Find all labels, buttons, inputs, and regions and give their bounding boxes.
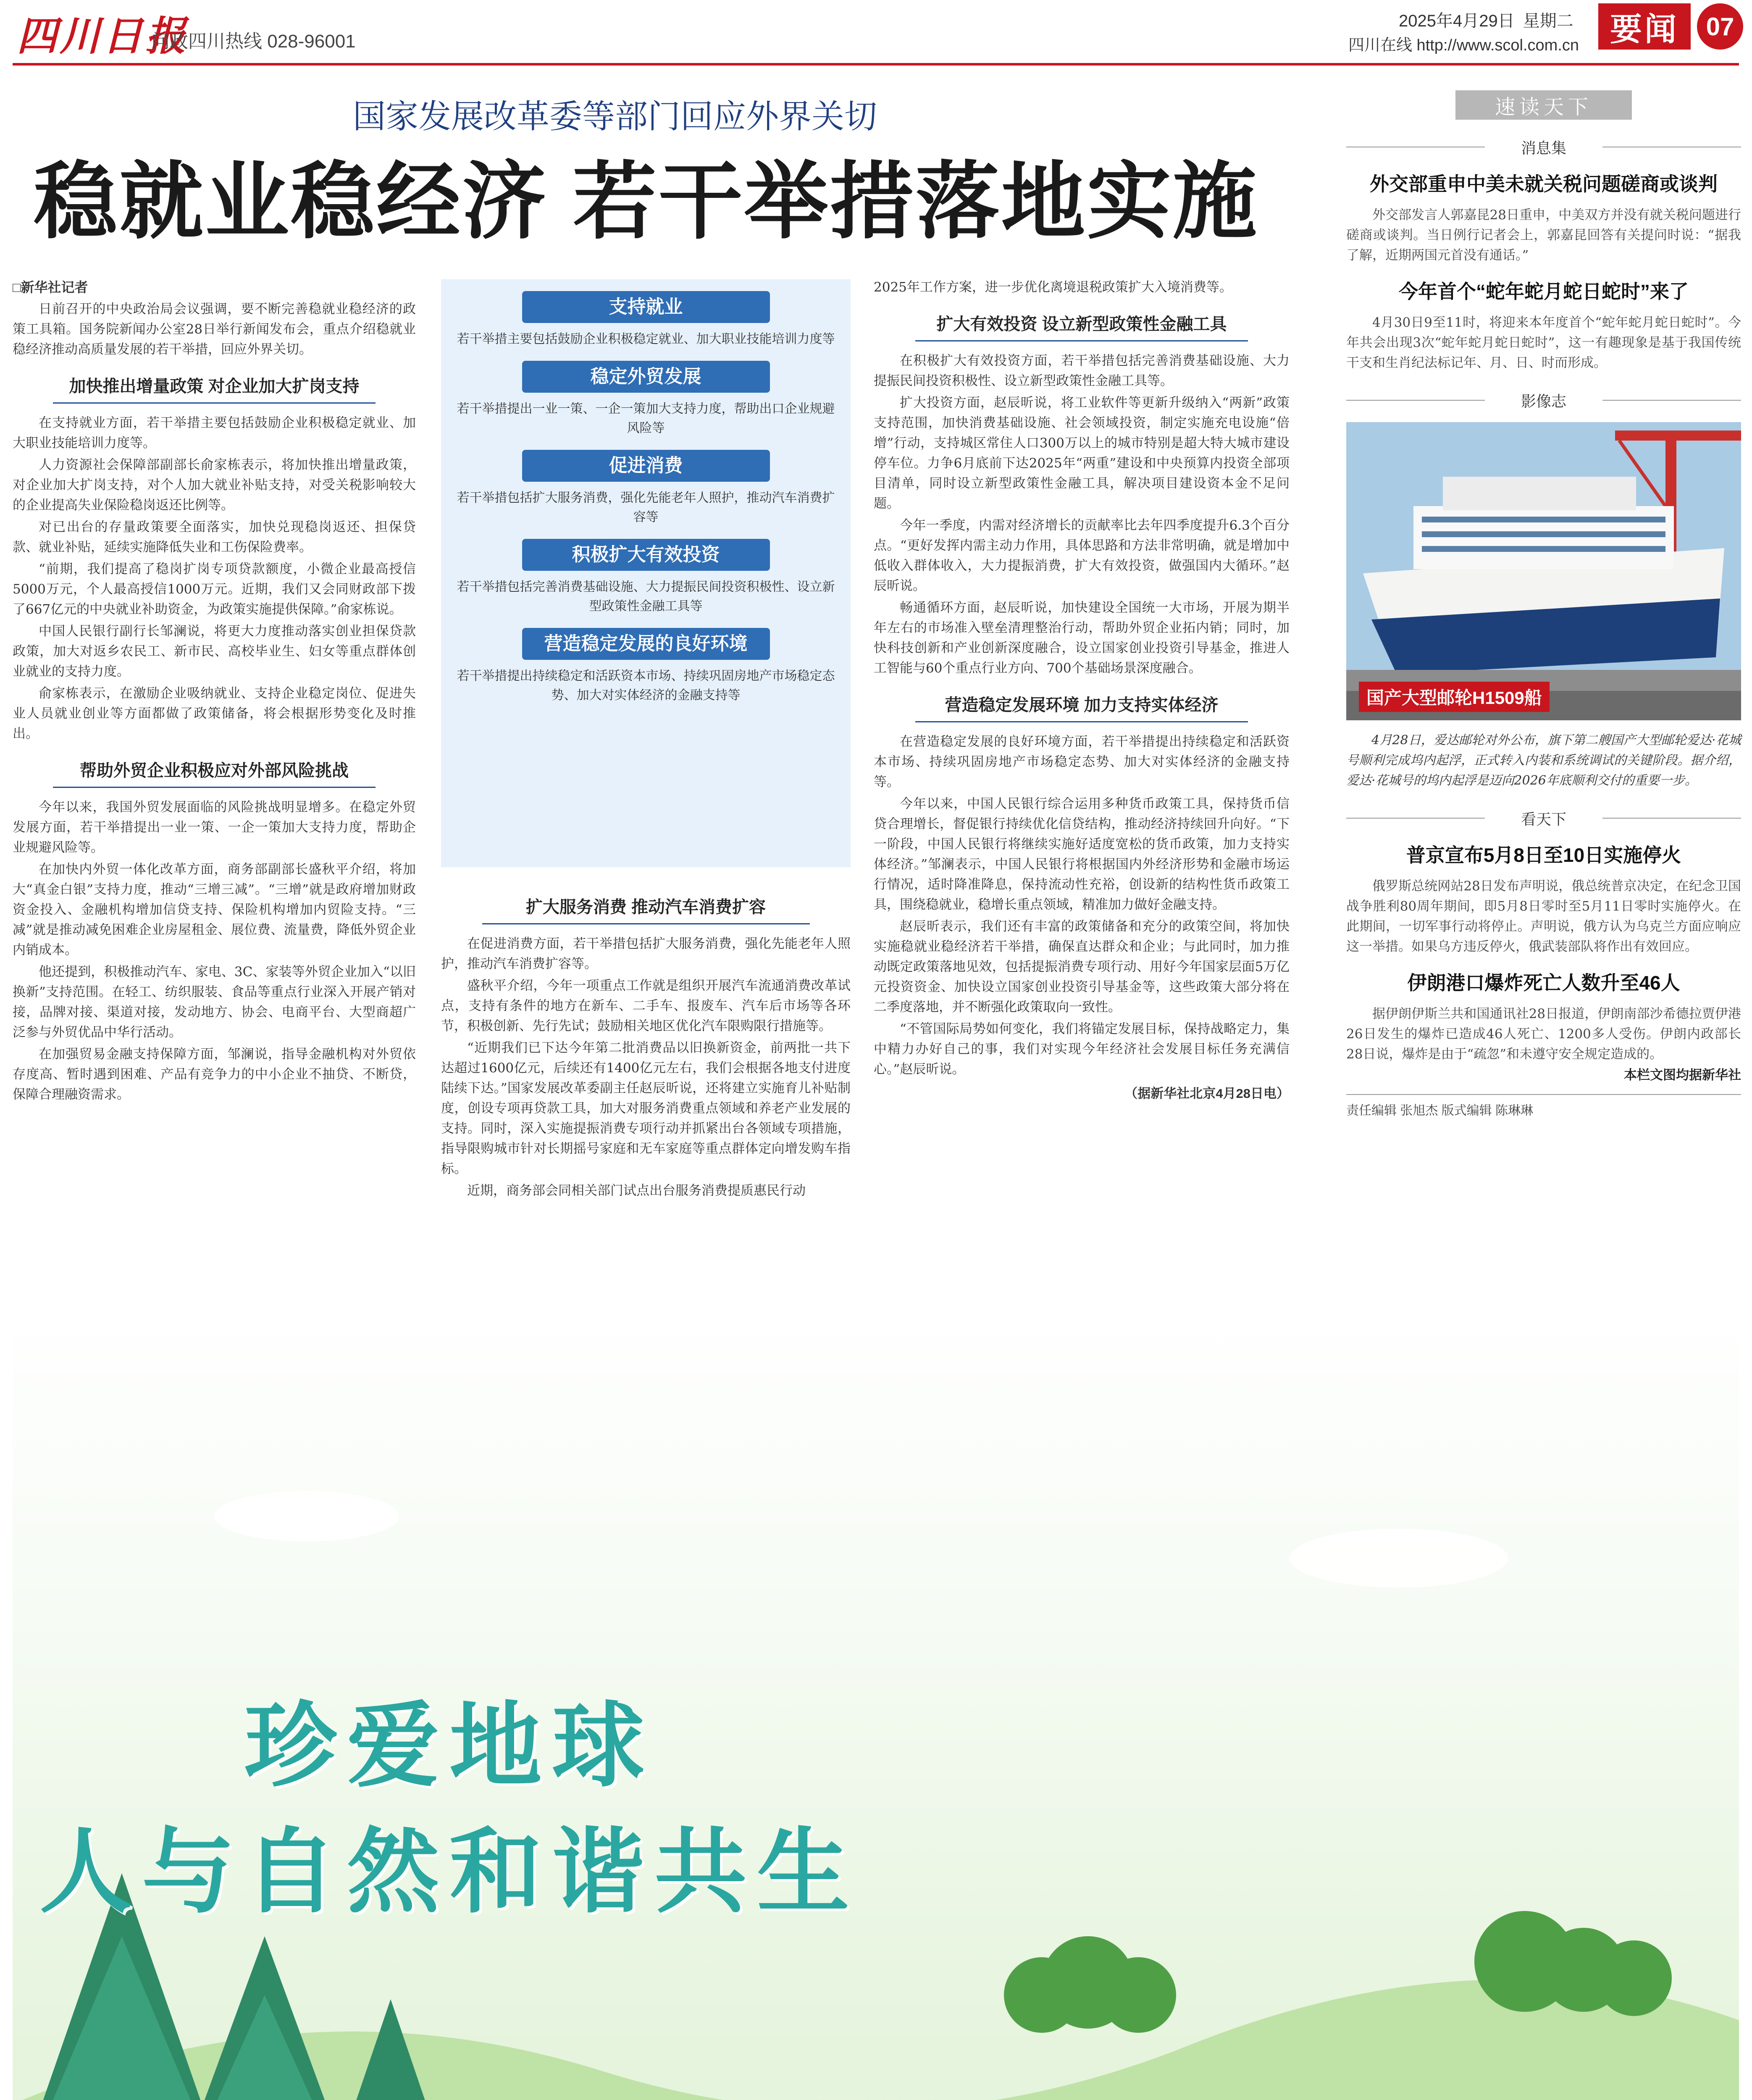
paper-logo[interactable]: 四川日报: [17, 12, 188, 60]
paragraph: “不管国际局势如何变化，我们将锚定发展目标，保持战略定力，集中精力办好自己的事，我们对实现今年经济社会发展目标任务充满信心。”赵辰昕说。: [874, 1021, 1290, 1077]
section-label-photo: 影像志: [1346, 390, 1741, 411]
paragraph: 日前召开的中央政治局会议强调，要不断完善稳就业稳经济的政策工具箱。国务院新闻办公室28日举行新闻发布会，重点介绍稳就业稳经济推动高质量发展的若干举措，回应外界关切。: [13, 302, 416, 357]
issue-weekday: 星期二: [1523, 12, 1573, 30]
news-text: 俄罗斯总统网站28日发布声明说，俄总统普京决定，在纪念卫国战争胜利80周年期间，即5月8日零时至5月11日零时实施停火。在此期间，一切军事行动将停止。声明说，俄方认为乌克兰方面应响应这一举措。如果乌方违反停火，俄武装部队将作出有效回应。: [1346, 879, 1741, 954]
paragraph: 人力资源社会保障部副部长俞家栋表示，将加快推出增量政策，对企业加大扩岗支持，对个人加大就业补贴支持，对受关税影响较大的企业提高失业保险稳岗返还比例等。: [13, 457, 416, 513]
measure-title: 支持就业: [522, 291, 770, 323]
lead-kicker: 国家发展改革委等部门回应外界关切: [353, 98, 877, 135]
byline: □新华社记者: [13, 280, 88, 295]
article-column-1: [13, 277, 416, 1106]
article-column-2: [441, 895, 851, 1202]
measure-foreign-trade: [455, 361, 836, 438]
paragraph: 在营造稳定发展的良好环境方面，若干举措提出持续稳定和活跃资本市场、持续巩固房地产市场稳定态势、加大对实体经济的金融支持等。: [874, 734, 1290, 790]
measure-title: 促进消费: [522, 450, 770, 482]
subhead: 加快推出增量政策 对企业加大扩岗支持: [13, 361, 416, 413]
paragraph: 俞家栋表示，在激励企业吸纳就业、支持企业稳定岗位、促进失业人员就业创业等方面都做了政策储备，将会根据形势变化及时推出。: [13, 686, 416, 741]
paragraph: 盛秋平介绍，今年一项重点工作就是组织开展汽车流通消费改革试点，支持有条件的地方在新车、二手车、报废车、汽车后市场等各环节，积极创新、先行先试；鼓励相关地区优化汽车限购限行措施等。: [441, 978, 851, 1034]
measure-text: 若干举措提出一业一策、一企一策加大支持力度，帮助出口企业规避风险等: [457, 402, 835, 436]
photo-credit: 本栏文图均据新华社: [1624, 1068, 1741, 1082]
measure-text: 若干举措主要包括鼓励企业积极稳定就业、加大职业技能培训力度等: [457, 332, 835, 346]
measure-title: 稳定外贸发展: [522, 361, 770, 393]
ship-illustration: [1346, 422, 1741, 720]
measure-text: 若干举措包括完善消费基础设施、大力提振民间投资积极性、设立新型政策性金融工具等: [457, 580, 835, 614]
paragraph: 在加强贸易金融支持保障方面，邹澜说，指导金融机构对外贸依存度高、暂时遇到困难、产品有竞争力的中小企业不抽贷、不断贷，保障合理融资需求。: [13, 1047, 416, 1102]
dateline: [1399, 8, 1573, 32]
news-text: 据伊朗伊斯兰共和国通讯社28日报道，伊朗南部沙希德拉贾伊港26日发生的爆炸已造成46人死亡、1200多人受伤。伊朗内政部长28日说，爆炸是由于“疏忽”和未遵守安全规定造成的。: [1346, 1006, 1741, 1062]
section-label-world: 看天下: [1346, 808, 1741, 829]
header-rule: [13, 63, 1739, 66]
paragraph: “近期我们已下达今年第二批消费品以旧换新资金，前两批一共下达超过1600亿元，后续还有1400亿元左右，我们会根据各地支付进度陆续下达。”国家发展改革委副主任赵辰昕说，还将建立实施育儿补贴制度，创设专项再贷款工具，加大对服务消费重点领域和养老产业发展的支持。同时，深入实施提振消费专项行动并抓紧出台各领域专项措施，指导限购城市针对长期摇号家庭和无车家庭等重点群体定向增发购车指标。: [441, 1040, 851, 1176]
sidebar: [1346, 90, 1741, 1118]
ad-title-line-2: 人与自然和谐共生: [39, 1817, 859, 1926]
subhead: 营造稳定发展环境 加力支持实体经济: [874, 680, 1290, 732]
paragraph: 今年一季度，内需对经济增长的贡献率比去年四季度提升6.3个百分点。“更好发挥内需主动力作用，具体思路和方法非常明确，就是增加中低收入群体收入，大力提振消费，扩大有效投资，做强国内大循环。”赵辰昕说。: [874, 518, 1290, 593]
subhead: 扩大有效投资 设立新型政策性金融工具: [874, 299, 1290, 351]
paragraph: 赵辰昕表示，我们还有丰富的政策储备和充分的政策空间，将加快实施稳就业稳经济若干举措，确保直达群众和企业；与此同时，加力推动既定政策落地见效，包括提振消费专项行动、用好今年国家层面5万亿元投资资金、加快设立国家创业投资引导基金等，这些政策大部分将在二季度落地，并不断强化政策取向一致性。: [874, 919, 1290, 1015]
issue-date: 2025年4月29日: [1399, 12, 1515, 30]
measure-title: 积极扩大有效投资: [522, 539, 770, 571]
photo-caption: 4月28日，爱达邮轮对外公布，旗下第二艘国产大型邮轮爱达·花城号顺利完成坞内起浮，正式转入内装和系统调试的关键阶段。据介绍，爱达·花城号的坞内起浮是迈向2026年底顺利交付的重要一步。: [1346, 733, 1741, 788]
section-label-news: 消息集: [1346, 136, 1741, 158]
editors-line: 责任编辑 张旭杰 版式编辑 陈琳琳: [1346, 1094, 1741, 1118]
paragraph: 近期，商务部会同相关部门试点出台服务消费提质惠民行动: [467, 1183, 806, 1198]
subhead: 帮助外贸企业积极应对外部风险挑战: [13, 746, 416, 797]
paragraph: 2025年工作方案，进一步优化离境退税政策扩大入境消费等。: [874, 280, 1232, 295]
news-text: 外交部发言人郭嘉昆28日重申，中美双方并没有就关税问题进行磋商或谈判。当日例行记者会上，郭嘉昆回答有关提问时说：“据我了解，近期两国元首没有通话。”: [1346, 207, 1741, 263]
article-column-3: [874, 277, 1290, 1105]
paragraph: 在积极扩大有效投资方面，若干举措包括完善消费基础设施、大力提振民间投资积极性、设立新型政策性金融工具等。: [874, 353, 1290, 388]
paragraph: 今年以来，中国人民银行综合运用多种货币政策工具，保持货币信贷合理增长，督促银行持续优化信贷结构，推动经济持续回升向好。“下一阶段，中国人民银行将继续实施好适度宽松的货币政策，加力支持实体经济。”邹澜表示，中国人民银行将根据国内外经济形势和金融市场运行情况，适时降准降息，保持流动性充裕，创设新的结构性货币政策工具，围绕稳就业，稳增长重点领域，精准加力做好金融支持。: [874, 796, 1290, 912]
paragraph: 中国人民银行副行长邹澜说，将更大力度推动落实创业担保贷款政策，加大对返乡农民工、新市民、高校毕业生、妇女等重点群体创业就业的支持力度。: [13, 624, 416, 679]
news-title: 今年首个“蛇年蛇月蛇日蛇时”来了: [1399, 281, 1689, 302]
paragraph: “前期，我们提高了稳岗扩岗专项贷款额度，小微企业最高授信5000万元，个人最高授信1000万元。近期，我们又会同财政部下拨了667亿元的中央就业补助资金，为政策实施提供保障。”俞家栋说。: [13, 562, 416, 617]
news-title: 伊朗港口爆炸死亡人数升至46人: [1407, 972, 1680, 994]
sidebar-banner: 速读天下: [1455, 90, 1632, 120]
hotline: 问政四川热线 028-96001: [151, 31, 356, 52]
measure-text: 若干举措提出持续稳定和活跃资本市场、持续巩固房地产市场稳定态势、加大对实体经济的金融支持等: [457, 669, 835, 703]
cruise-ship-photo: [1346, 422, 1741, 720]
page-number: 07: [1697, 3, 1743, 50]
public-service-ad: [13, 1306, 1739, 2100]
website-line[interactable]: 四川在线 http://www.scol.com.cn: [1348, 37, 1579, 54]
paragraph: 在支持就业方面，若干举措主要包括鼓励企业积极稳定就业、加大职业技能培训力度等。: [13, 415, 416, 451]
news-title: 外交部重申中美未就关税问题磋商或谈判: [1370, 173, 1718, 195]
paragraph: 他还提到，积极推动汽车、家电、3C、家装等外贸企业加入“以旧换新”支持范围。在轻工、纺织服装、食品等重点行业深入开展产销对接，品牌对接、渠道对接，发动地方、协会、电商平台、大型商超广泛参与外贸优品中华行活动。: [13, 964, 416, 1040]
measure-title: 营造稳定发展的良好环境: [522, 628, 770, 660]
subhead: 扩大服务消费 推动汽车消费扩容: [441, 895, 851, 934]
signoff: （据新华社北京4月28日电）: [1124, 1086, 1290, 1101]
measure-employment: [455, 291, 836, 349]
news-title: 普京宣布5月8日至10日实施停火: [1406, 844, 1681, 866]
measure-investment: [455, 539, 836, 616]
masthead: [0, 0, 1752, 67]
section-tag: 要闻: [1598, 3, 1691, 50]
measure-environment: [455, 628, 836, 705]
paragraph: 今年以来，我国外贸发展面临的风险挑战明显增多。在稳定外贸发展方面，若干举措提出一业一策、一企一策加大支持力度，帮助企业规避风险等。: [13, 800, 416, 855]
paragraph: 在加快内外贸一体化改革方面，商务部副部长盛秋平介绍，将加大“真金白银”支持力度，推动“三增三减”。“三增”就是政府增加财政资金投入、金融机构增加信贷支持、保险机构增加内贸险支持。“三减”就是推动减免困难企业房屋租金、展位费、流量费，降低外贸企业内销成本。: [13, 862, 416, 958]
ad-title-line-1: 珍爱地球: [244, 1691, 654, 1800]
measures-box: [441, 279, 851, 867]
photo-caption-title: 国产大型邮轮H1509船: [1359, 682, 1550, 712]
measure-text: 若干举措包括扩大服务消费，强化先能老年人照护，推动汽车消费扩容等: [457, 491, 835, 525]
lead-headline: 稳就业稳经济 若干举措落地实施: [34, 155, 1258, 249]
paragraph: 在促进消费方面，若干举措包括扩大服务消费，强化先能老年人照护，推动汽车消费扩容等。: [441, 936, 851, 971]
paragraph: 扩大投资方面，赵辰昕说，将工业软件等更新升级纳入“两新”政策支持范围，加快消费基础设施、社会领域投资，制定实施充电设施“倍增”行动，支持城区常住人口300万以上的城市特别是超大特大城市建设停车位。力争6月底前下达2025年“两重”建设和中央预算内投资全部项目清单，同时设立新型政策性金融工具，解决项目建设资本金不足问题。: [874, 395, 1290, 511]
measure-consumption: [455, 450, 836, 527]
news-text: 4月30日9至11时，将迎来本年度首个“蛇年蛇月蛇日蛇时”。今年共会出现3次“蛇年蛇月蛇日蛇时”，这一有趣现象是基于我国传统干支和生肖纪法标记年、月、日、时而形成。: [1346, 315, 1741, 370]
paragraph: 畅通循环方面，赵辰昕说，加快建设全国统一大市场，开展为期半年左右的市场准入壁垒清理整治行动，帮助外贸企业拓内销；同时，加快科技创新和产业创新深度融合，设立国家创业投资引导基金，推进人工智能与60个重点行业方向、700个基础场景深度融合。: [874, 600, 1290, 676]
paragraph: 对已出台的存量政策要全面落实，加快兑现稳岗返还、担保贷款、就业补贴，延续实施降低失业和工伤保险费率。: [13, 520, 416, 555]
